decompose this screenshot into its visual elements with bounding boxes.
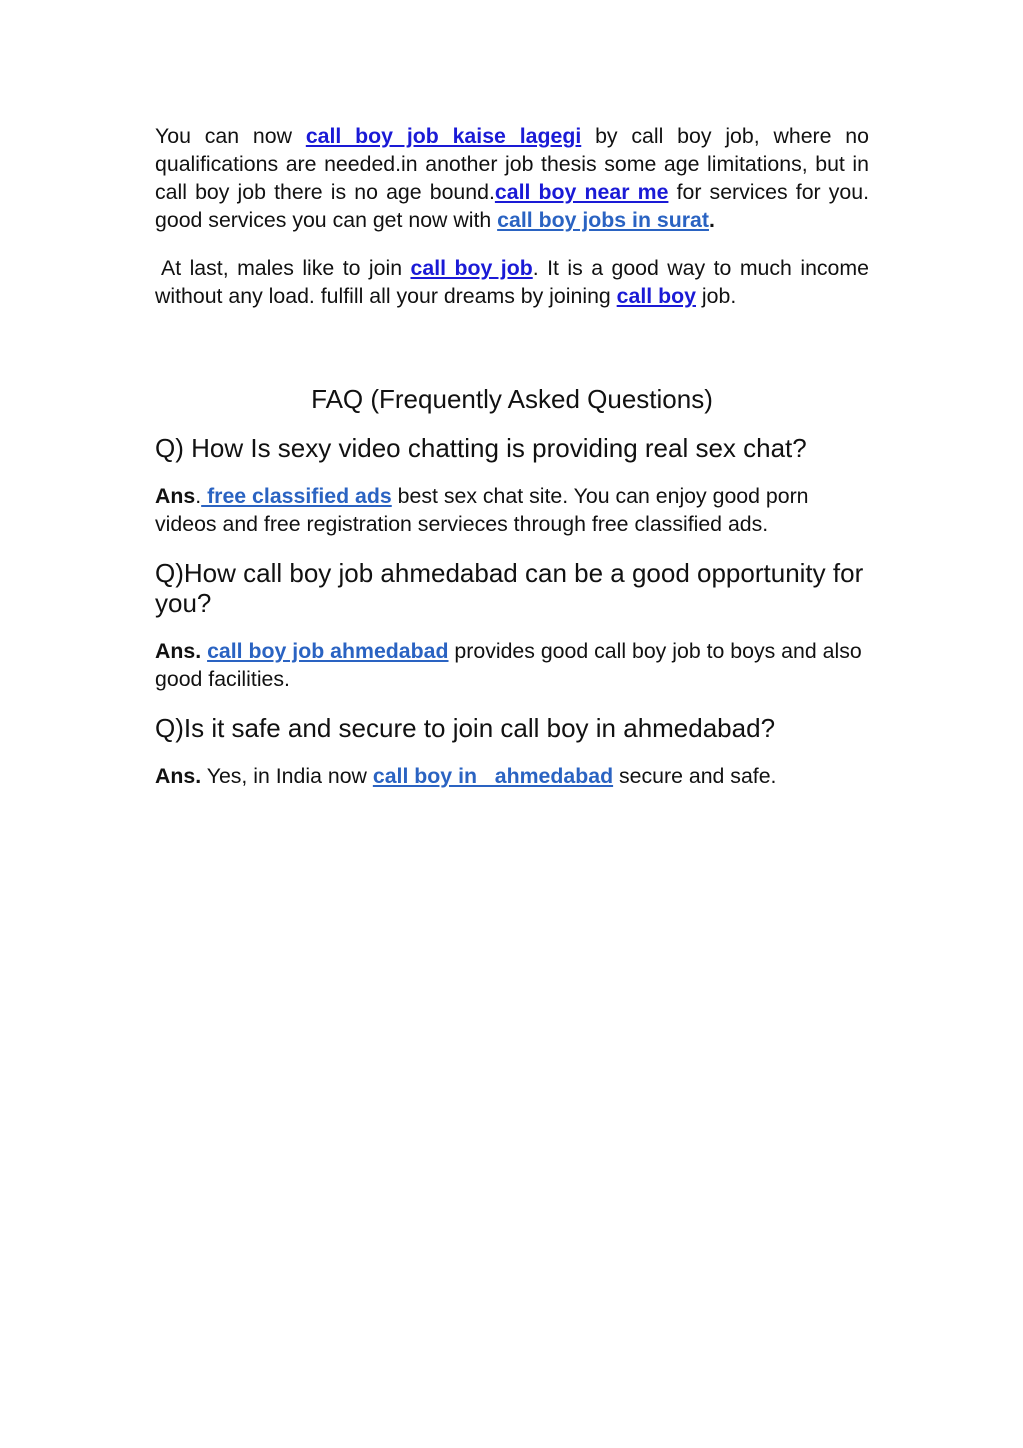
faq-answer-1 bbox=[155, 482, 869, 538]
link-call-boy-near-me[interactable]: call boy near me bbox=[494, 180, 669, 204]
answer-label: Ans bbox=[155, 484, 196, 508]
document-page bbox=[155, 122, 869, 790]
paragraph-text: At last, males like to join bbox=[161, 256, 411, 280]
answer-text: secure and safe. bbox=[613, 764, 777, 788]
link-call-boy-job[interactable]: call boy job bbox=[410, 256, 533, 280]
answer-text: provides good call boy job to boys and also good facilities. bbox=[155, 639, 862, 691]
paragraph-text: job. bbox=[695, 284, 737, 308]
faq-answer-3 bbox=[155, 762, 869, 790]
link-call-boy[interactable]: call boy bbox=[616, 284, 696, 308]
faq-question-1: Q) How Is sexy video chatting is providing real sex chat? bbox=[155, 433, 807, 463]
link-call-boy-job-kaise-lagegi[interactable]: call boy job kaise lagegi bbox=[305, 124, 582, 148]
answer-text: Yes, in India now bbox=[201, 764, 373, 788]
answer-label: Ans. bbox=[155, 639, 202, 663]
answer-text: best sex chat site. You can enjoy good porn videos and free registration servieces through free classified ads. bbox=[155, 484, 809, 536]
link-free-classified-ads[interactable]: free classified ads bbox=[201, 484, 392, 508]
faq-question-3: Q)Is it safe and secure to join call boy in ahmedabad? bbox=[155, 713, 776, 743]
paragraph-text: . It is a good way to much income without any load. fulfill all your dreams by joining bbox=[155, 256, 869, 308]
paragraph-text: . bbox=[708, 208, 715, 232]
answer-separator: . bbox=[195, 484, 202, 508]
intro-paragraph bbox=[155, 122, 869, 234]
paragraph-text: by call boy job, where no qualifications are needed.in another job thesis some age limitations, but in call boy job there is no age bound. bbox=[155, 124, 869, 204]
link-call-boy-jobs-in-surat[interactable]: call boy jobs in surat bbox=[497, 208, 709, 232]
faq-heading: FAQ (Frequently Asked Questions) bbox=[311, 384, 713, 414]
faq-answer-2 bbox=[155, 637, 869, 693]
link-call-boy-job-ahmedabad[interactable]: call boy job ahmedabad bbox=[207, 639, 449, 663]
faq-question-2: Q)How call boy job ahmedabad can be a good opportunity for you? bbox=[155, 558, 864, 618]
paragraph-text: You can now bbox=[155, 124, 306, 148]
link-call-boy-in-ahmedabad[interactable]: call boy in ahmedabad bbox=[372, 764, 614, 788]
answer-label: Ans. bbox=[155, 764, 202, 788]
closing-paragraph bbox=[155, 254, 869, 310]
paragraph-text: for services for you. good services you can get now with bbox=[155, 180, 870, 232]
